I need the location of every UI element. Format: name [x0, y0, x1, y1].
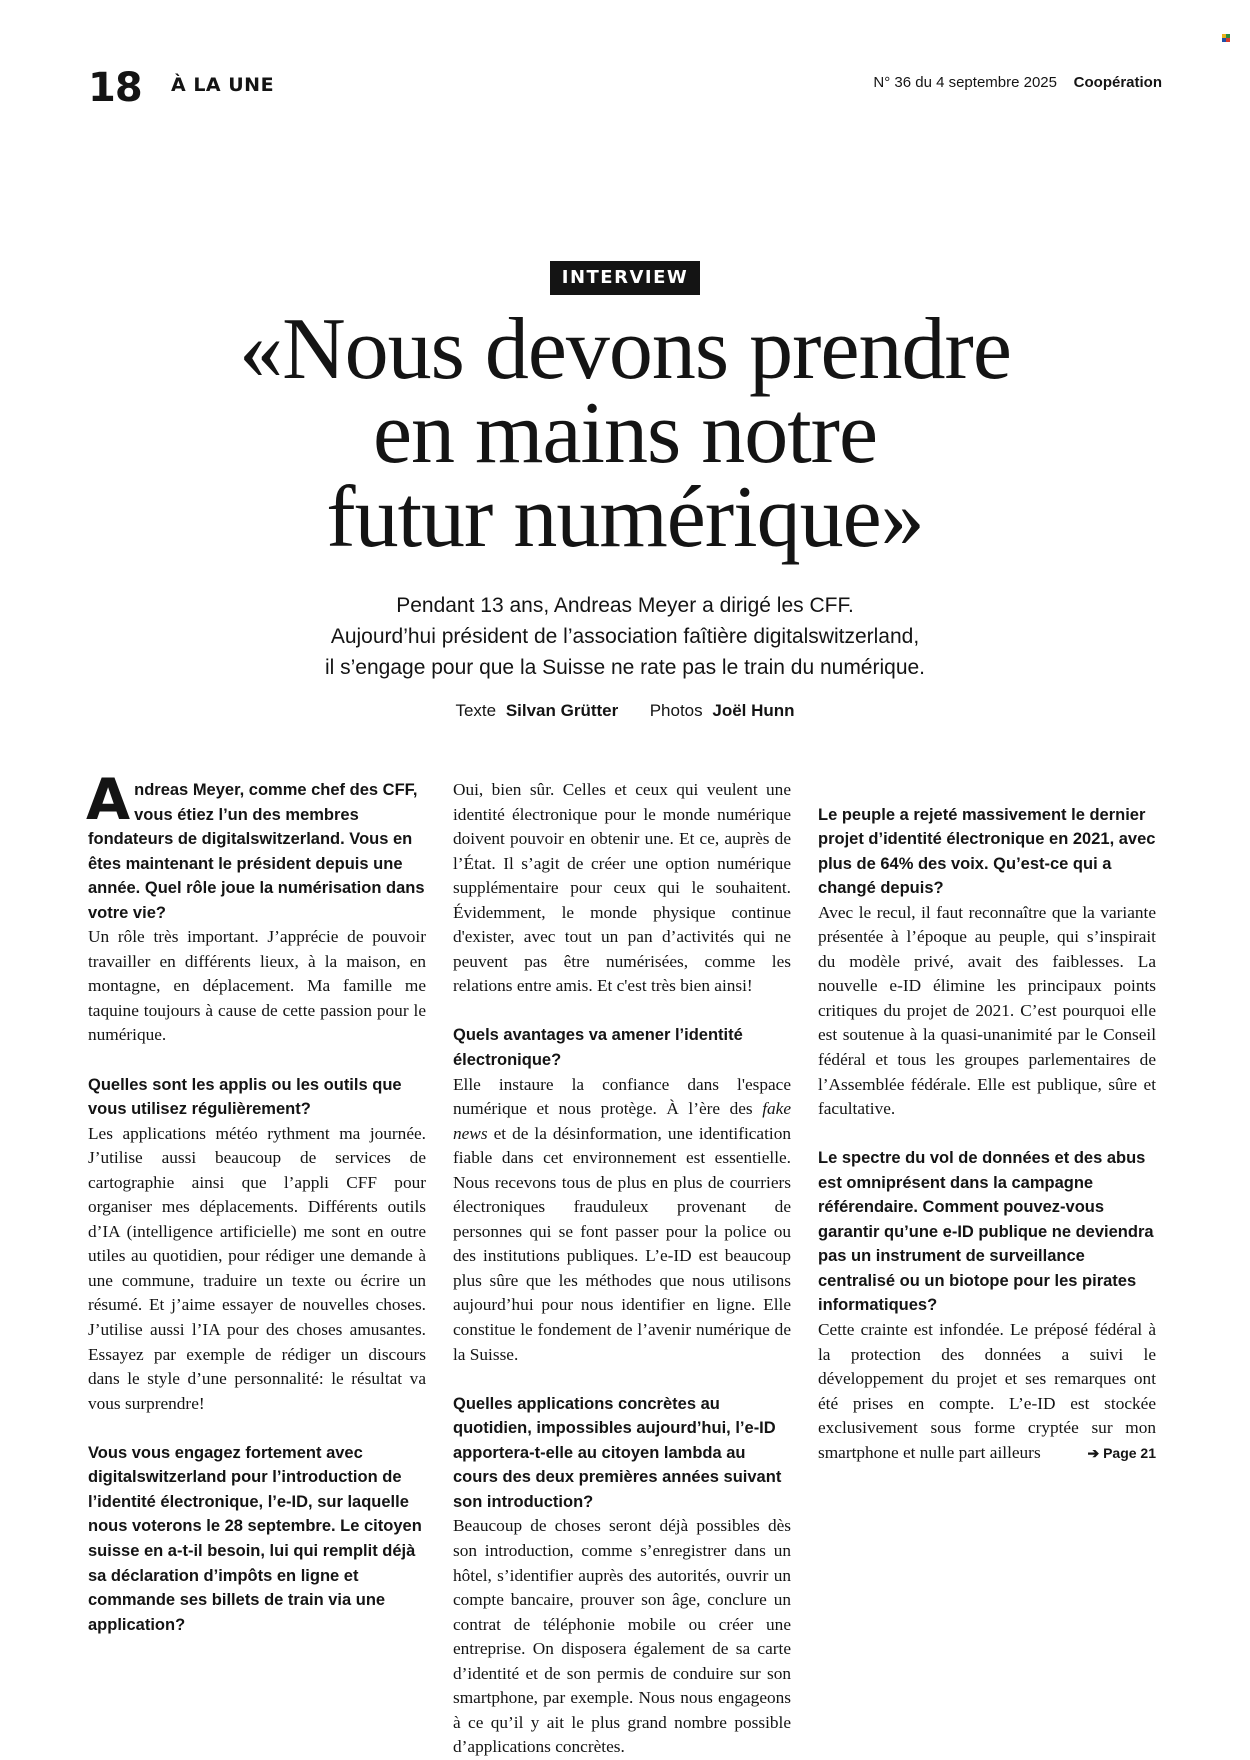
lead-line: il s’engage pour que la Suisse ne rate pas le train du numérique. — [324, 656, 926, 679]
continued-on-page-link[interactable]: ➔ Page 21 — [1087, 1444, 1156, 1461]
answer-text: Cette crainte est infondée. Le préposé fédéral à la protection des données a suivi le développement du projet et ses remarques ont été prises en compte. L’e-ID est stockée exclusivement sous forme cryptée sur mon smartphone et nulle part ailleurs — [818, 1320, 1156, 1462]
question: Quels avantages va amener l’identité électronique? — [453, 1026, 743, 1070]
answer: Oui, bien sûr. Celles et ceux qui veulent une identité électronique pour le monde numérique doivent pouvoir en obtenir une. Et ce, auprès de l’État. Il s’agit de créer une option numérique supplémentaire pour ceux qui le souhaitent. Évidemment, le monde physique continue d'exister, avec tout un pan d’activités qui ne peuvent pas être numérisées, comme les relations entre amis. Et c'est très bien ainsi! — [453, 780, 791, 996]
question — [86, 767, 426, 925]
headline-line: futur numérique» — [326, 469, 924, 566]
answer: Beaucoup de choses seront déjà possibles dès son introduction, comme s’enregistrer dans un hôtel, s’identifier auprès des autorités, ouvrir un compte bancaire, prouver son âge, conclure un contrat de téléphonie mobile ou créer une entreprise. On disposera également de sa carte d’identité et de son permis de conduire sur son smartphone, par exemple. Nous nous engageons à ce qu’il y ait le plus grand nombre possible d’applications concrètes. — [453, 1516, 791, 1757]
headline — [0, 301, 1250, 566]
drop-cap: A — [86, 767, 131, 833]
author-name: Silvan Grütter — [505, 701, 619, 720]
question: Quelles applications concrètes au quotidien, impossibles aujourd’hui, l’e-ID apportera-t-elle au citoyen lambda au cours des deux premières années suivant son introduction? — [453, 1394, 782, 1511]
answer: Les applications météo rythment ma journée. J’utilise aussi beaucoup de services de cartographie ainsi que l’appli CFF pour organiser mes déplacements. Différents outils d’IA (intelligence artificielle) me sont en outre utiles au quotidien, pour rédiger une demande à une commune, traduire un texte ou écrire un résumé. Et j’aime essayer de nouvelles choses. J’utilise aussi l’IA pour des choses amusantes. Essayez par exemple de rédiger un discours dans le style d’une personnalité: le résultat va vous surprendre! — [88, 1123, 426, 1413]
lead-line: Pendant 13 ans, Andreas Meyer a dirigé les CFF. — [396, 594, 854, 617]
headline-line: en mains notre — [372, 385, 878, 482]
color-registration-mark — [1222, 34, 1230, 42]
page-number: 18 — [88, 65, 142, 111]
question-text: ndreas Meyer, comme chef des CFF, vous étiez l’un des membres fondateurs de digitalswitzerland. Vous en êtes maintenant le président depuis une année. Quel rôle joue la numérisation dans votre vie? — [88, 781, 425, 922]
answer: Un rôle très important. J’apprécie de pouvoir travailler en différents lieux, à la maison, en montagne, en déplacement. Ma famille me taquine toujours à cause de cette passion pour le numérique. — [88, 927, 426, 1045]
question: Le spectre du vol de données et des abus est omniprésent dans la campagne référendaire. Comment pouvez-vous garantir qu’une e-ID publique ne deviendra pas un instrument de surveillance centralisé ou un biotope pour les pirates informatiques? — [818, 1149, 1154, 1315]
lead-paragraph — [0, 590, 1250, 683]
kicker-container — [0, 261, 1250, 295]
lead-line: Aujourd’hui président de l’association faîtière digitalswitzerland, — [330, 625, 920, 648]
article-column-3 — [818, 778, 1156, 1465]
publication-name: Coopération — [1073, 74, 1162, 91]
photos-label: Photos — [649, 701, 703, 720]
text-label: Texte — [455, 701, 497, 720]
issue-info: N° 36 du 4 septembre 2025 — [873, 74, 1057, 91]
byline — [0, 701, 1250, 721]
photographer-name: Joël Hunn — [712, 701, 795, 720]
section-rubric: À LA UNE — [171, 74, 275, 96]
question: Quelles sont les applis ou les outils que vous utilisez régulièrement? — [88, 1075, 402, 1119]
answer — [818, 1318, 1156, 1465]
answer — [453, 1073, 791, 1368]
registration-swatch — [1226, 38, 1230, 42]
answer-text: Elle instaure la confiance dans l'espace numérique et nous protège. À l’ère des — [453, 1074, 791, 1119]
headline-line: «Nous devons prendre — [239, 301, 1011, 398]
answer: Avec le recul, il faut reconnaître que la variante présentée à l’époque au peuple, qui s’inspirait du modèle privé, avait des faiblesses. La nouvelle e-ID élimine les principaux points critiques du projet de 2021. C’est pourquoi elle est soutenue à la quasi-unanimité par le Conseil fédéral et tous les groupes parlementaires de l’Assemblée fédérale. Elle est publique, sûre et facultative. — [818, 902, 1156, 1119]
italic-term: fake news — [453, 1099, 791, 1143]
interview-label: INTERVIEW — [550, 261, 700, 295]
article-column-1 — [86, 767, 426, 1637]
article-column-2 — [453, 778, 791, 1760]
question: Le peuple a rejeté massivement le dernier projet d’identité électronique en 2021, avec plus de 64% des voix. Qu’est-ce qui a changé depuis? — [818, 805, 1156, 898]
answer-text: et de la désinformation, une identification fiable dans cet environnement est essentielle. Nous recevons tous de plus en plus de courriers électroniques frauduleux provenant de personnes qui se font passer pour la police ou des institutions publiques. L’e-ID est beaucoup plus sûre que les méthodes que nous utilisons aujourd’hui pour nous identifier en ligne. Elle constitue le fondement de l’avenir numérique de la Suisse. — [453, 1123, 791, 1364]
question: Vous vous engagez fortement avec digitalswitzerland pour l’introduction de l’identité électronique, l’e-ID, sur laquelle nous voterons le 28 septembre. Le citoyen suisse en a-t-il besoin, lui qui remplit déjà sa déclaration d’impôts en ligne et commande ses billets de train via une application? — [88, 1443, 422, 1634]
